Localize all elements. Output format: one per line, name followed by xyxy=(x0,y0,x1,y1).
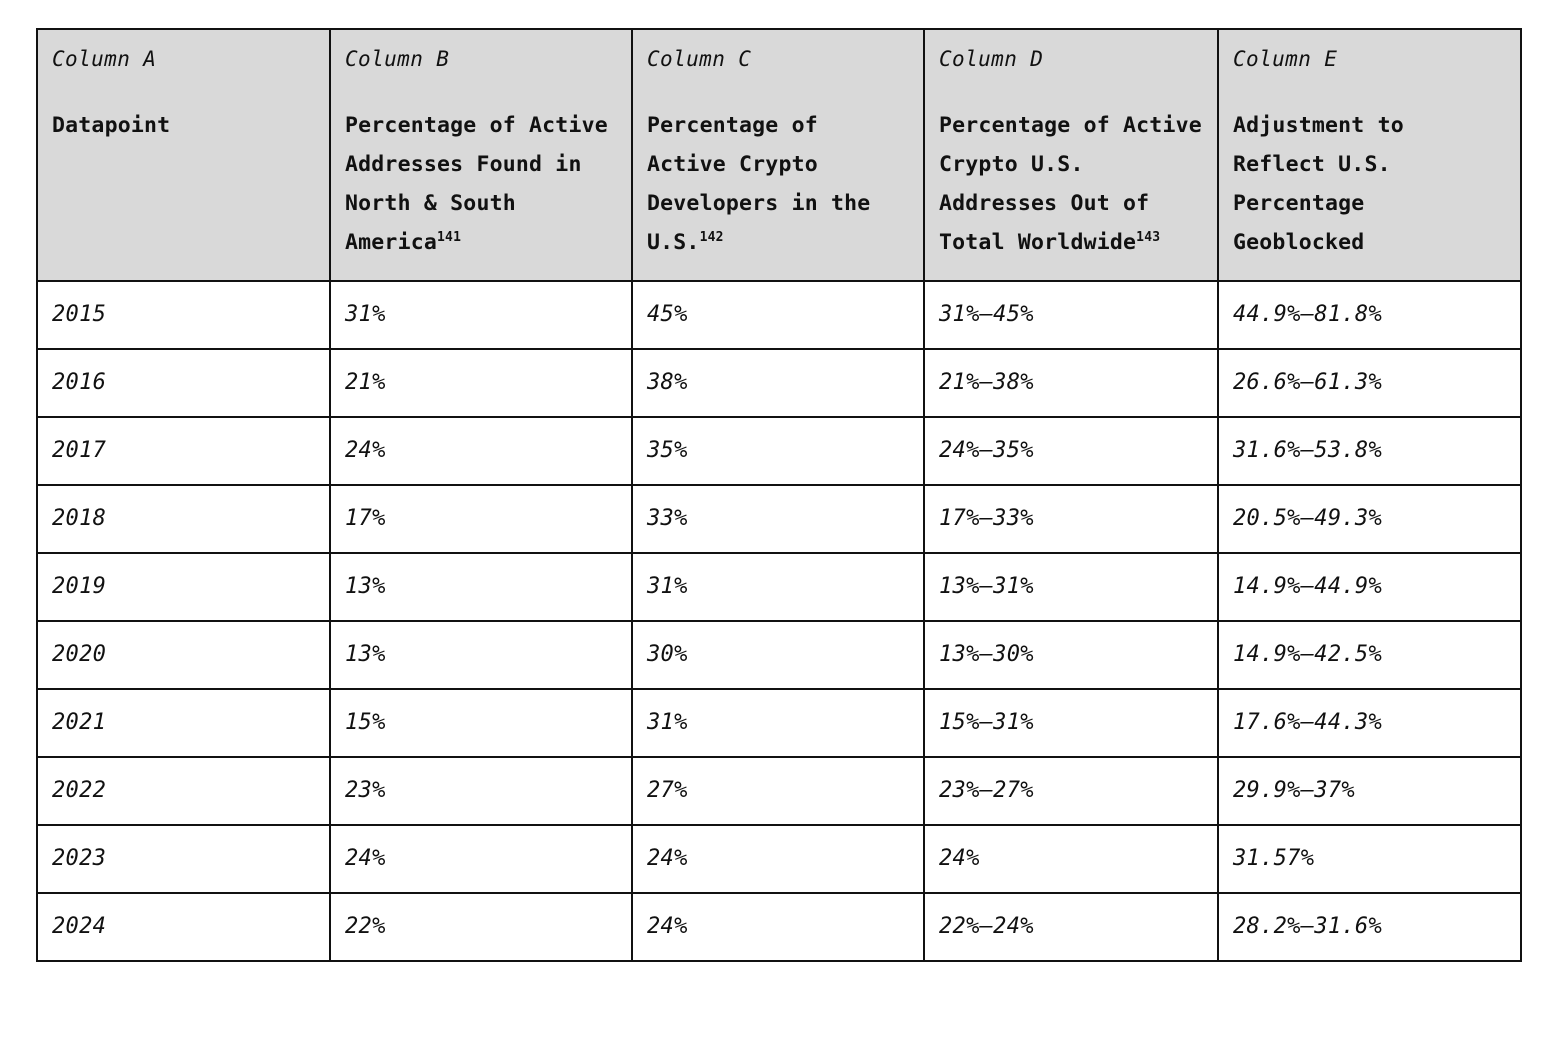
cell-us-addresses-worldwide: 22%–24% xyxy=(924,893,1218,961)
cell-datapoint: 2024 xyxy=(37,893,330,961)
cell-us-addresses-worldwide: 21%–38% xyxy=(924,349,1218,417)
cell-us-developers: 33% xyxy=(632,485,924,553)
column-tag-d: Column D xyxy=(939,47,1044,71)
cell-us-developers: 31% xyxy=(632,553,924,621)
cell-americas-addresses: 31% xyxy=(330,281,632,349)
table-header-row xyxy=(37,29,1521,281)
cell-americas-addresses: 17% xyxy=(330,485,632,553)
column-tag-a: Column A xyxy=(52,47,157,71)
crypto-geoblocking-table xyxy=(36,28,1522,962)
cell-geoblocked-adjustment: 17.6%–44.3% xyxy=(1218,689,1521,757)
column-tag-b: Column B xyxy=(345,47,450,71)
cell-geoblocked-adjustment: 31.57% xyxy=(1218,825,1521,893)
column-header-a xyxy=(37,29,330,281)
cell-geoblocked-adjustment: 31.6%–53.8% xyxy=(1218,417,1521,485)
footnote-marker-143: 143 xyxy=(1136,229,1161,245)
table-row xyxy=(37,825,1521,893)
table-row xyxy=(37,689,1521,757)
column-header-e xyxy=(1218,29,1521,281)
table-row xyxy=(37,621,1521,689)
cell-us-developers: 35% xyxy=(632,417,924,485)
cell-geoblocked-adjustment: 26.6%–61.3% xyxy=(1218,349,1521,417)
cell-us-addresses-worldwide: 17%–33% xyxy=(924,485,1218,553)
table-body xyxy=(37,281,1521,961)
table-row xyxy=(37,485,1521,553)
column-header-d xyxy=(924,29,1218,281)
cell-us-developers: 31% xyxy=(632,689,924,757)
cell-datapoint: 2019 xyxy=(37,553,330,621)
cell-us-addresses-worldwide: 31%–45% xyxy=(924,281,1218,349)
cell-geoblocked-adjustment: 14.9%–44.9% xyxy=(1218,553,1521,621)
table-row xyxy=(37,757,1521,825)
cell-datapoint: 2020 xyxy=(37,621,330,689)
column-title-b: Percentage of Active Addresses Found in North & South America$^{141}$ xyxy=(345,113,608,255)
cell-datapoint: 2015 xyxy=(37,281,330,349)
cell-geoblocked-adjustment: 28.2%–31.6% xyxy=(1218,893,1521,961)
column-title-a: Datapoint xyxy=(52,113,171,138)
table-row xyxy=(37,281,1521,349)
cell-geoblocked-adjustment: 44.9%–81.8% xyxy=(1218,281,1521,349)
cell-geoblocked-adjustment: 29.9%–37% xyxy=(1218,757,1521,825)
column-tag-c: Column C xyxy=(647,47,752,71)
column-tag-e: Column E xyxy=(1233,47,1338,71)
footnote-marker-141: 141 xyxy=(437,229,462,245)
cell-us-developers: 30% xyxy=(632,621,924,689)
table-row xyxy=(37,349,1521,417)
column-title-e: Adjustment to Reflect U.S. Percentage Geoblocked xyxy=(1233,113,1404,255)
cell-americas-addresses: 22% xyxy=(330,893,632,961)
cell-americas-addresses: 13% xyxy=(330,621,632,689)
column-header-c xyxy=(632,29,924,281)
column-title-d: Percentage of Active Crypto U.S. Addresses Out of Total Worldwide$^{143}$ xyxy=(939,113,1202,255)
cell-us-addresses-worldwide: 23%–27% xyxy=(924,757,1218,825)
table-row xyxy=(37,553,1521,621)
cell-americas-addresses: 15% xyxy=(330,689,632,757)
cell-americas-addresses: 24% xyxy=(330,417,632,485)
cell-us-addresses-worldwide: 24%–35% xyxy=(924,417,1218,485)
cell-americas-addresses: 21% xyxy=(330,349,632,417)
cell-us-developers: 45% xyxy=(632,281,924,349)
cell-datapoint: 2021 xyxy=(37,689,330,757)
table-header xyxy=(37,29,1521,281)
cell-us-developers: 27% xyxy=(632,757,924,825)
cell-datapoint: 2022 xyxy=(37,757,330,825)
cell-us-addresses-worldwide: 24% xyxy=(924,825,1218,893)
cell-americas-addresses: 24% xyxy=(330,825,632,893)
cell-datapoint: 2023 xyxy=(37,825,330,893)
cell-us-addresses-worldwide: 15%–31% xyxy=(924,689,1218,757)
table-row xyxy=(37,417,1521,485)
cell-americas-addresses: 23% xyxy=(330,757,632,825)
cell-datapoint: 2017 xyxy=(37,417,330,485)
cell-us-addresses-worldwide: 13%–30% xyxy=(924,621,1218,689)
cell-us-developers: 24% xyxy=(632,893,924,961)
cell-datapoint: 2018 xyxy=(37,485,330,553)
footnote-marker-142: 142 xyxy=(699,229,724,245)
column-title-c: Percentage of Active Crypto Developers in the U.S.$^{142}$ xyxy=(647,113,871,255)
cell-geoblocked-adjustment: 14.9%–42.5% xyxy=(1218,621,1521,689)
table-row xyxy=(37,893,1521,961)
cell-datapoint: 2016 xyxy=(37,349,330,417)
cell-us-addresses-worldwide: 13%–31% xyxy=(924,553,1218,621)
cell-us-developers: 24% xyxy=(632,825,924,893)
cell-us-developers: 38% xyxy=(632,349,924,417)
cell-americas-addresses: 13% xyxy=(330,553,632,621)
cell-geoblocked-adjustment: 20.5%–49.3% xyxy=(1218,485,1521,553)
column-header-b xyxy=(330,29,632,281)
